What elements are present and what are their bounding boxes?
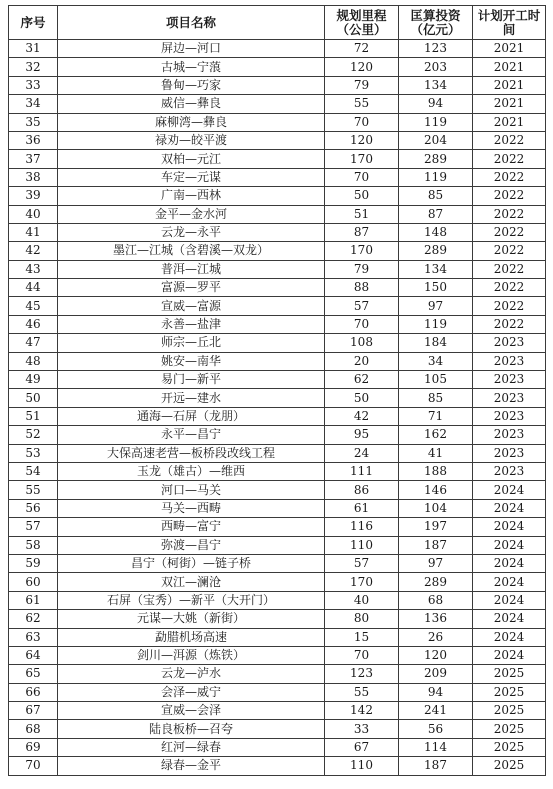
cell-estimated-investment: 188 xyxy=(399,462,473,480)
cell-project-name: 西畴—富宁 xyxy=(58,518,325,536)
cell-estimated-investment: 34 xyxy=(399,352,473,370)
cell-project-name: 剑川—洱源（炼铁） xyxy=(58,646,325,664)
table-row xyxy=(9,297,546,315)
cell-project-name: 开远—建水 xyxy=(58,389,325,407)
table-row xyxy=(9,242,546,260)
cell-planned-length: 55 xyxy=(325,95,399,113)
cell-planned-start-year: 2022 xyxy=(473,279,546,297)
cell-planned-start-year: 2025 xyxy=(473,738,546,756)
cell-estimated-investment: 119 xyxy=(399,113,473,131)
cell-no: 40 xyxy=(9,205,58,223)
cell-project-name: 永善—盐津 xyxy=(58,315,325,333)
cell-planned-start-year: 2021 xyxy=(473,113,546,131)
table-row xyxy=(9,223,546,241)
cell-estimated-investment: 104 xyxy=(399,499,473,517)
cell-project-name: 鲁甸—巧家 xyxy=(58,76,325,94)
cell-planned-start-year: 2022 xyxy=(473,168,546,186)
cell-estimated-investment: 150 xyxy=(399,279,473,297)
cell-planned-length: 86 xyxy=(325,481,399,499)
cell-no: 64 xyxy=(9,646,58,664)
table-row xyxy=(9,720,546,738)
cell-project-name: 永平—昌宁 xyxy=(58,426,325,444)
cell-planned-start-year: 2022 xyxy=(473,187,546,205)
cell-planned-start-year: 2023 xyxy=(473,407,546,425)
cell-estimated-investment: 204 xyxy=(399,131,473,149)
cell-planned-start-year: 2024 xyxy=(473,554,546,572)
cell-planned-start-year: 2022 xyxy=(473,150,546,168)
cell-estimated-investment: 136 xyxy=(399,610,473,628)
header-planned-length: 规划里程（公里） xyxy=(325,6,399,40)
cell-no: 61 xyxy=(9,591,58,609)
cell-planned-length: 110 xyxy=(325,757,399,775)
cell-project-name: 禄劝—皎平渡 xyxy=(58,131,325,149)
cell-project-name: 富源—罗平 xyxy=(58,279,325,297)
cell-estimated-investment: 87 xyxy=(399,205,473,223)
table-row xyxy=(9,499,546,517)
table-row xyxy=(9,76,546,94)
cell-project-name: 姚安—南华 xyxy=(58,352,325,370)
table-row xyxy=(9,462,546,480)
cell-planned-start-year: 2024 xyxy=(473,610,546,628)
cell-planned-length: 120 xyxy=(325,58,399,76)
cell-no: 34 xyxy=(9,95,58,113)
cell-project-name: 马关—西畴 xyxy=(58,499,325,517)
cell-estimated-investment: 114 xyxy=(399,738,473,756)
cell-planned-start-year: 2024 xyxy=(473,573,546,591)
cell-project-name: 云龙—泸水 xyxy=(58,665,325,683)
cell-no: 57 xyxy=(9,518,58,536)
cell-no: 45 xyxy=(9,297,58,315)
cell-planned-length: 42 xyxy=(325,407,399,425)
table-row xyxy=(9,187,546,205)
cell-planned-length: 80 xyxy=(325,610,399,628)
cell-planned-start-year: 2023 xyxy=(473,352,546,370)
cell-no: 44 xyxy=(9,279,58,297)
cell-planned-start-year: 2021 xyxy=(473,76,546,94)
cell-planned-start-year: 2022 xyxy=(473,297,546,315)
table-row xyxy=(9,168,546,186)
cell-no: 48 xyxy=(9,352,58,370)
cell-planned-start-year: 2022 xyxy=(473,131,546,149)
cell-planned-length: 111 xyxy=(325,462,399,480)
cell-planned-start-year: 2024 xyxy=(473,646,546,664)
header-no: 序号 xyxy=(9,6,58,40)
table-row xyxy=(9,481,546,499)
cell-estimated-investment: 187 xyxy=(399,536,473,554)
table-row xyxy=(9,150,546,168)
cell-no: 62 xyxy=(9,610,58,628)
cell-estimated-investment: 56 xyxy=(399,720,473,738)
cell-no: 41 xyxy=(9,223,58,241)
cell-planned-start-year: 2023 xyxy=(473,444,546,462)
cell-planned-length: 116 xyxy=(325,518,399,536)
table-row xyxy=(9,334,546,352)
cell-no: 39 xyxy=(9,187,58,205)
cell-planned-start-year: 2022 xyxy=(473,315,546,333)
cell-planned-length: 123 xyxy=(325,665,399,683)
table-row xyxy=(9,444,546,462)
cell-planned-length: 57 xyxy=(325,297,399,315)
cell-planned-length: 62 xyxy=(325,371,399,389)
table-row xyxy=(9,260,546,278)
cell-no: 46 xyxy=(9,315,58,333)
table-row xyxy=(9,665,546,683)
cell-planned-start-year: 2021 xyxy=(473,40,546,58)
cell-planned-start-year: 2024 xyxy=(473,481,546,499)
cell-project-name: 普洱—江城 xyxy=(58,260,325,278)
cell-planned-start-year: 2023 xyxy=(473,462,546,480)
cell-planned-length: 79 xyxy=(325,260,399,278)
cell-estimated-investment: 134 xyxy=(399,76,473,94)
cell-estimated-investment: 289 xyxy=(399,573,473,591)
cell-estimated-investment: 123 xyxy=(399,40,473,58)
cell-no: 37 xyxy=(9,150,58,168)
cell-project-name: 通海—石屏（龙朋） xyxy=(58,407,325,425)
cell-planned-start-year: 2023 xyxy=(473,334,546,352)
cell-planned-start-year: 2025 xyxy=(473,757,546,775)
cell-planned-length: 70 xyxy=(325,113,399,131)
cell-estimated-investment: 120 xyxy=(399,646,473,664)
cell-no: 58 xyxy=(9,536,58,554)
cell-estimated-investment: 68 xyxy=(399,591,473,609)
cell-project-name: 易门—新平 xyxy=(58,371,325,389)
cell-estimated-investment: 41 xyxy=(399,444,473,462)
expressway-project-table xyxy=(8,5,546,776)
cell-estimated-investment: 119 xyxy=(399,168,473,186)
cell-planned-start-year: 2023 xyxy=(473,371,546,389)
table-row xyxy=(9,536,546,554)
cell-planned-start-year: 2025 xyxy=(473,665,546,683)
cell-estimated-investment: 97 xyxy=(399,297,473,315)
cell-project-name: 昌宁（柯街）—链子桥 xyxy=(58,554,325,572)
cell-planned-length: 51 xyxy=(325,205,399,223)
header-project-name: 项目名称 xyxy=(58,6,325,40)
cell-planned-start-year: 2025 xyxy=(473,720,546,738)
cell-project-name: 会泽—威宁 xyxy=(58,683,325,701)
cell-planned-length: 67 xyxy=(325,738,399,756)
cell-estimated-investment: 146 xyxy=(399,481,473,499)
cell-no: 33 xyxy=(9,76,58,94)
cell-no: 70 xyxy=(9,757,58,775)
table-row xyxy=(9,315,546,333)
cell-project-name: 弥渡—昌宁 xyxy=(58,536,325,554)
cell-estimated-investment: 105 xyxy=(399,371,473,389)
cell-estimated-investment: 71 xyxy=(399,407,473,425)
cell-no: 51 xyxy=(9,407,58,425)
cell-estimated-investment: 94 xyxy=(399,95,473,113)
cell-estimated-investment: 85 xyxy=(399,187,473,205)
cell-planned-length: 24 xyxy=(325,444,399,462)
table-row xyxy=(9,683,546,701)
table-row xyxy=(9,279,546,297)
cell-planned-start-year: 2023 xyxy=(473,426,546,444)
cell-planned-length: 50 xyxy=(325,187,399,205)
table-row xyxy=(9,573,546,591)
cell-planned-length: 55 xyxy=(325,683,399,701)
cell-estimated-investment: 209 xyxy=(399,665,473,683)
cell-estimated-investment: 203 xyxy=(399,58,473,76)
table-row xyxy=(9,131,546,149)
table-row xyxy=(9,389,546,407)
cell-planned-start-year: 2025 xyxy=(473,702,546,720)
cell-no: 65 xyxy=(9,665,58,683)
cell-planned-length: 33 xyxy=(325,720,399,738)
cell-no: 38 xyxy=(9,168,58,186)
cell-project-name: 河口—马关 xyxy=(58,481,325,499)
table-row xyxy=(9,554,546,572)
cell-project-name: 双江—澜沧 xyxy=(58,573,325,591)
cell-planned-start-year: 2024 xyxy=(473,518,546,536)
cell-no: 35 xyxy=(9,113,58,131)
cell-no: 50 xyxy=(9,389,58,407)
cell-project-name: 云龙—永平 xyxy=(58,223,325,241)
table-body xyxy=(9,40,546,776)
cell-project-name: 勐腊机场高速 xyxy=(58,628,325,646)
cell-planned-length: 40 xyxy=(325,591,399,609)
table-row xyxy=(9,58,546,76)
cell-no: 42 xyxy=(9,242,58,260)
table-row xyxy=(9,591,546,609)
cell-planned-length: 110 xyxy=(325,536,399,554)
cell-project-name: 墨江—江城（含碧溪—双龙） xyxy=(58,242,325,260)
cell-no: 66 xyxy=(9,683,58,701)
cell-planned-length: 70 xyxy=(325,168,399,186)
cell-planned-length: 61 xyxy=(325,499,399,517)
cell-estimated-investment: 148 xyxy=(399,223,473,241)
cell-planned-start-year: 2022 xyxy=(473,205,546,223)
cell-estimated-investment: 197 xyxy=(399,518,473,536)
cell-no: 54 xyxy=(9,462,58,480)
cell-project-name: 双柏—元江 xyxy=(58,150,325,168)
cell-no: 52 xyxy=(9,426,58,444)
cell-no: 36 xyxy=(9,131,58,149)
cell-no: 31 xyxy=(9,40,58,58)
cell-project-name: 车定—元谋 xyxy=(58,168,325,186)
cell-no: 67 xyxy=(9,702,58,720)
cell-estimated-investment: 94 xyxy=(399,683,473,701)
table-row xyxy=(9,426,546,444)
table-header-row xyxy=(9,6,546,40)
cell-estimated-investment: 184 xyxy=(399,334,473,352)
cell-planned-start-year: 2025 xyxy=(473,683,546,701)
cell-estimated-investment: 187 xyxy=(399,757,473,775)
cell-planned-start-year: 2022 xyxy=(473,223,546,241)
table-row xyxy=(9,205,546,223)
table-row xyxy=(9,628,546,646)
table-row xyxy=(9,95,546,113)
cell-estimated-investment: 85 xyxy=(399,389,473,407)
cell-planned-length: 170 xyxy=(325,150,399,168)
cell-estimated-investment: 26 xyxy=(399,628,473,646)
table-row xyxy=(9,407,546,425)
cell-planned-start-year: 2021 xyxy=(473,95,546,113)
cell-planned-start-year: 2024 xyxy=(473,628,546,646)
cell-estimated-investment: 241 xyxy=(399,702,473,720)
cell-planned-start-year: 2024 xyxy=(473,499,546,517)
cell-planned-length: 170 xyxy=(325,573,399,591)
cell-planned-start-year: 2022 xyxy=(473,242,546,260)
cell-no: 47 xyxy=(9,334,58,352)
cell-planned-length: 79 xyxy=(325,76,399,94)
cell-estimated-investment: 289 xyxy=(399,242,473,260)
cell-no: 32 xyxy=(9,58,58,76)
cell-planned-start-year: 2021 xyxy=(473,58,546,76)
table-row xyxy=(9,40,546,58)
planning-table-document xyxy=(8,5,545,776)
cell-planned-length: 88 xyxy=(325,279,399,297)
cell-project-name: 屏边—河口 xyxy=(58,40,325,58)
cell-project-name: 金平—金水河 xyxy=(58,205,325,223)
cell-project-name: 广南—西林 xyxy=(58,187,325,205)
cell-planned-length: 50 xyxy=(325,389,399,407)
cell-no: 60 xyxy=(9,573,58,591)
cell-project-name: 陆良板桥—召夸 xyxy=(58,720,325,738)
cell-project-name: 红河—绿春 xyxy=(58,738,325,756)
cell-no: 68 xyxy=(9,720,58,738)
cell-planned-length: 72 xyxy=(325,40,399,58)
cell-project-name: 石屏（宝秀）—新平（大开门） xyxy=(58,591,325,609)
cell-project-name: 威信—彝良 xyxy=(58,95,325,113)
cell-project-name: 大保高速老营—板桥段改线工程 xyxy=(58,444,325,462)
cell-project-name: 宣威—会泽 xyxy=(58,702,325,720)
cell-planned-length: 95 xyxy=(325,426,399,444)
cell-planned-length: 70 xyxy=(325,315,399,333)
table-row xyxy=(9,702,546,720)
table-row xyxy=(9,371,546,389)
header-estimated-investment: 匡算投资（亿元） xyxy=(399,6,473,40)
table-row xyxy=(9,738,546,756)
table-row xyxy=(9,352,546,370)
table-row xyxy=(9,518,546,536)
cell-planned-start-year: 2024 xyxy=(473,536,546,554)
cell-planned-length: 87 xyxy=(325,223,399,241)
cell-no: 43 xyxy=(9,260,58,278)
cell-planned-start-year: 2023 xyxy=(473,389,546,407)
cell-no: 53 xyxy=(9,444,58,462)
cell-planned-start-year: 2024 xyxy=(473,591,546,609)
cell-project-name: 古城—宁蒗 xyxy=(58,58,325,76)
table-row xyxy=(9,646,546,664)
cell-planned-length: 120 xyxy=(325,131,399,149)
cell-project-name: 玉龙（雄古）—维西 xyxy=(58,462,325,480)
cell-estimated-investment: 97 xyxy=(399,554,473,572)
cell-planned-length: 70 xyxy=(325,646,399,664)
cell-no: 59 xyxy=(9,554,58,572)
cell-project-name: 麻柳湾—彝良 xyxy=(58,113,325,131)
cell-estimated-investment: 119 xyxy=(399,315,473,333)
cell-planned-length: 108 xyxy=(325,334,399,352)
cell-estimated-investment: 162 xyxy=(399,426,473,444)
cell-no: 49 xyxy=(9,371,58,389)
cell-planned-length: 57 xyxy=(325,554,399,572)
cell-planned-length: 15 xyxy=(325,628,399,646)
cell-no: 56 xyxy=(9,499,58,517)
cell-planned-start-year: 2022 xyxy=(473,260,546,278)
cell-planned-length: 20 xyxy=(325,352,399,370)
cell-planned-length: 142 xyxy=(325,702,399,720)
cell-project-name: 绿春—金平 xyxy=(58,757,325,775)
cell-no: 55 xyxy=(9,481,58,499)
cell-estimated-investment: 134 xyxy=(399,260,473,278)
cell-project-name: 元谋—大姚（新街） xyxy=(58,610,325,628)
cell-project-name: 宣威—富源 xyxy=(58,297,325,315)
table-row xyxy=(9,610,546,628)
table-row xyxy=(9,113,546,131)
cell-no: 69 xyxy=(9,738,58,756)
cell-planned-length: 170 xyxy=(325,242,399,260)
cell-estimated-investment: 289 xyxy=(399,150,473,168)
header-planned-start-year: 计划开工时间 xyxy=(473,6,546,40)
table-row xyxy=(9,757,546,775)
cell-project-name: 师宗—丘北 xyxy=(58,334,325,352)
cell-no: 63 xyxy=(9,628,58,646)
